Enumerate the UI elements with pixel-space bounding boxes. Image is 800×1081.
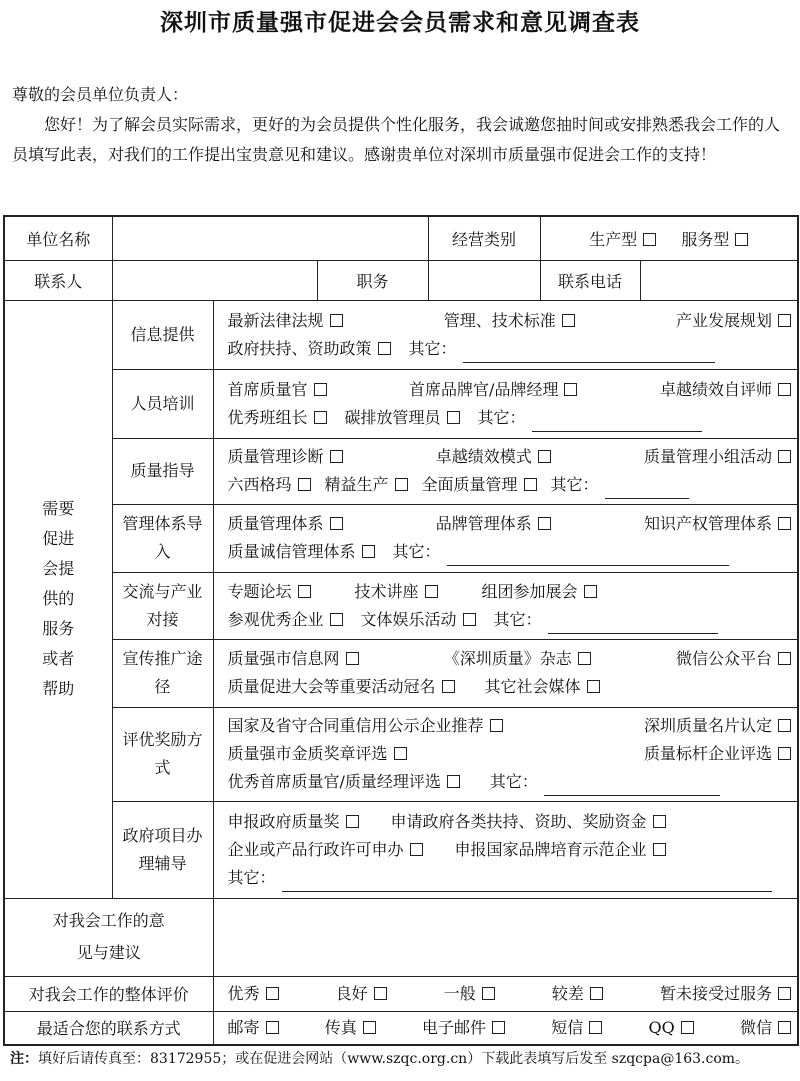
checkbox[interactable] xyxy=(778,652,791,665)
business-type-options xyxy=(540,216,798,260)
evaluation-options xyxy=(213,976,798,1011)
option-item[interactable]: 质量管理小组活动 xyxy=(644,443,791,471)
checkbox[interactable] xyxy=(778,747,791,760)
other-field[interactable]: 其它： xyxy=(478,404,702,432)
options-training xyxy=(213,369,798,438)
option-item[interactable]: 精益生产 xyxy=(325,471,408,499)
needs-label: 需要促进会提供的服务或者帮助 xyxy=(4,300,112,898)
options-info xyxy=(213,300,798,369)
checkbox[interactable] xyxy=(578,652,591,665)
option-item[interactable]: 首席品牌官/品牌经理 xyxy=(409,376,577,404)
option-item[interactable]: 较差 xyxy=(552,980,603,1008)
option-item[interactable]: 良好 xyxy=(336,980,387,1008)
option-item[interactable]: 优秀首席质量官/质量经理评选 xyxy=(228,768,460,796)
other-field[interactable]: 其它： xyxy=(228,864,772,892)
checkbox[interactable] xyxy=(490,719,503,732)
option-item[interactable]: 碳排放管理员 xyxy=(345,404,460,432)
checkbox[interactable] xyxy=(314,411,327,424)
category-training: 人员培训 xyxy=(112,369,213,438)
phone-field[interactable] xyxy=(640,260,798,300)
checkbox[interactable] xyxy=(442,680,455,693)
option-production[interactable]: 生产型 xyxy=(589,230,656,249)
opinion-field[interactable] xyxy=(213,898,798,976)
option-item[interactable]: 暂未接受过服务 xyxy=(660,980,791,1008)
checkbox[interactable] xyxy=(778,383,791,396)
checkbox[interactable] xyxy=(778,719,791,732)
contact-method-label: 最适合您的联系方式 xyxy=(4,1011,213,1045)
option-item[interactable]: 技术讲座 xyxy=(355,578,438,606)
option-item[interactable]: 国家及省守合同重信用公示企业推荐 xyxy=(228,712,503,740)
intro-text xyxy=(12,80,788,170)
checkbox[interactable] xyxy=(463,613,476,626)
checkbox[interactable] xyxy=(374,987,387,1000)
checkbox[interactable] xyxy=(298,478,311,491)
checkbox[interactable] xyxy=(447,411,460,424)
checkbox[interactable] xyxy=(524,478,537,491)
options-publicity xyxy=(213,639,798,707)
checkbox[interactable] xyxy=(778,987,791,1000)
evaluation-label: 对我会工作的整体评价 xyxy=(4,976,213,1011)
options-management-system xyxy=(213,504,798,572)
option-item[interactable]: QQ xyxy=(649,1014,694,1042)
checkbox[interactable] xyxy=(538,517,551,530)
page-title: 深圳市质量强市促进会会员需求和意见调查表 xyxy=(160,10,640,36)
checkbox[interactable] xyxy=(266,1021,279,1034)
option-item[interactable]: 质量管理诊断 xyxy=(228,443,343,471)
option-item[interactable]: 六西格玛 xyxy=(228,471,311,499)
option-item[interactable]: 企业或产品行政许可申办 xyxy=(228,836,423,864)
checkbox[interactable] xyxy=(735,233,748,246)
checkbox[interactable] xyxy=(643,233,656,246)
other-field[interactable]: 其它： xyxy=(490,768,720,796)
checkbox[interactable] xyxy=(778,1021,791,1034)
checkbox[interactable] xyxy=(330,314,343,327)
checkbox[interactable] xyxy=(394,747,407,760)
options-government-projects xyxy=(213,801,798,898)
checkbox[interactable] xyxy=(589,1021,602,1034)
contact-label: 联系人 xyxy=(4,260,112,300)
salutation: 尊敬的会员单位负责人： xyxy=(12,85,189,104)
option-item[interactable]: 产业发展规划 xyxy=(676,307,791,335)
position-field[interactable] xyxy=(428,260,540,300)
option-item[interactable]: 申报国家品牌培育示范企业 xyxy=(455,836,666,864)
checkbox[interactable] xyxy=(653,815,666,828)
checkbox[interactable] xyxy=(330,613,343,626)
option-item[interactable]: 传真 xyxy=(325,1014,376,1042)
checkbox[interactable] xyxy=(482,987,495,1000)
category-exchange: 交流与产业对接 xyxy=(112,572,213,639)
options-quality-guidance xyxy=(213,438,798,504)
checkbox[interactable] xyxy=(538,450,551,463)
contact-method-options xyxy=(213,1011,798,1045)
category-management-system: 管理体系导入 xyxy=(112,504,213,572)
checkbox[interactable] xyxy=(778,517,791,530)
checkbox[interactable] xyxy=(378,342,391,355)
option-item[interactable]: 微信公众平台 xyxy=(676,645,791,673)
contact-field[interactable] xyxy=(112,260,317,300)
business-type-label: 经营类别 xyxy=(428,216,540,260)
checkbox[interactable] xyxy=(584,585,597,598)
option-item[interactable]: 微信 xyxy=(740,1014,791,1042)
option-item[interactable]: 质量标杆企业评选 xyxy=(644,740,791,768)
options-awards xyxy=(213,707,798,801)
footer-note xyxy=(10,1048,795,1068)
option-item[interactable]: 参观优秀企业 xyxy=(228,606,343,634)
checkbox[interactable] xyxy=(653,843,666,856)
opinion-label: 对我会工作的意见与建议 xyxy=(4,898,213,976)
option-item[interactable]: 最新法律法规 xyxy=(228,307,343,335)
option-item[interactable]: 质量管理体系 xyxy=(228,510,343,538)
option-item[interactable]: 卓越绩效模式 xyxy=(436,443,551,471)
option-item[interactable]: 一般 xyxy=(444,980,495,1008)
option-service[interactable]: 服务型 xyxy=(681,230,748,249)
checkbox[interactable] xyxy=(298,585,311,598)
survey-form-table xyxy=(3,215,799,1046)
checkbox[interactable] xyxy=(410,843,423,856)
checkbox[interactable] xyxy=(778,450,791,463)
checkbox[interactable] xyxy=(314,383,327,396)
checkbox[interactable] xyxy=(681,1021,694,1034)
position-label: 职务 xyxy=(317,260,428,300)
other-field[interactable]: 其它： xyxy=(393,538,729,566)
footer-note-label: 注： xyxy=(10,1051,38,1067)
option-item[interactable]: 品牌管理体系 xyxy=(436,510,551,538)
checkbox[interactable] xyxy=(562,314,575,327)
category-awards: 评优奖励方式 xyxy=(112,707,213,801)
unit-name-field[interactable] xyxy=(112,216,428,260)
intro-paragraph: 您好！为了解会员实际需求，更好的为会员提供个性化服务，我会诚邀您抽时间或安排熟悉我会工作的人员填写此表，对我们的工作提出宝贵意见和建议。感谢贵单位对深圳市质量强市促进会工作的支持！ xyxy=(12,115,781,164)
option-item[interactable]: 质量强市金质奖章评选 xyxy=(228,740,407,768)
option-item[interactable]: 优秀 xyxy=(228,980,279,1008)
checkbox[interactable] xyxy=(590,987,603,1000)
option-item[interactable]: 首席质量官 xyxy=(228,376,327,404)
checkbox[interactable] xyxy=(492,1021,505,1034)
option-item[interactable]: 管理、技术标准 xyxy=(444,307,575,335)
option-item[interactable]: 申请政府各类扶持、资助、奖励资金 xyxy=(391,808,666,836)
options-exchange xyxy=(213,572,798,639)
category-government-projects: 政府项目办理辅导 xyxy=(112,801,213,898)
option-item[interactable]: 短信 xyxy=(551,1014,602,1042)
option-item[interactable]: 优秀班组长 xyxy=(228,404,327,432)
checkbox[interactable] xyxy=(363,1021,376,1034)
other-field[interactable]: 其它： xyxy=(409,335,715,363)
category-quality-guidance: 质量指导 xyxy=(112,438,213,504)
checkbox[interactable] xyxy=(266,987,279,1000)
option-item[interactable]: 《深圳质量》杂志 xyxy=(444,645,591,673)
option-item[interactable]: 卓越绩效自评师 xyxy=(660,376,791,404)
footer-note-text: 填好后请传真至：83172955；或在促进会网站（www.szqc.org.cn）下载此表填写后发至 szqcpa@163.com。 xyxy=(38,1051,750,1067)
option-item[interactable]: 文体娱乐活动 xyxy=(361,606,476,634)
option-item[interactable]: 申报政府质量奖 xyxy=(228,808,359,836)
category-info: 信息提供 xyxy=(112,300,213,369)
other-field[interactable]: 其它： xyxy=(494,606,718,634)
checkbox[interactable] xyxy=(330,450,343,463)
option-item[interactable]: 质量促进大会等重要活动冠名 xyxy=(228,673,455,701)
unit-name-label: 单位名称 xyxy=(4,216,112,260)
checkbox[interactable] xyxy=(587,680,600,693)
checkbox[interactable] xyxy=(425,585,438,598)
checkbox[interactable] xyxy=(330,517,343,530)
option-item[interactable]: 质量强市信息网 xyxy=(228,645,359,673)
checkbox[interactable] xyxy=(362,545,375,558)
checkbox[interactable] xyxy=(447,775,460,788)
checkbox[interactable] xyxy=(564,383,577,396)
option-item[interactable]: 其它社会媒体 xyxy=(485,673,600,701)
option-item[interactable]: 深圳质量名片认定 xyxy=(644,712,791,740)
phone-label: 联系电话 xyxy=(540,260,640,300)
checkbox[interactable] xyxy=(346,652,359,665)
other-field[interactable]: 其它： xyxy=(551,471,689,499)
checkbox[interactable] xyxy=(778,314,791,327)
option-item[interactable]: 全面质量管理 xyxy=(422,471,537,499)
option-item[interactable]: 质量诚信管理体系 xyxy=(228,538,375,566)
option-item[interactable]: 组团参加展会 xyxy=(482,578,597,606)
option-item[interactable]: 知识产权管理体系 xyxy=(644,510,791,538)
option-item[interactable]: 专题论坛 xyxy=(228,578,311,606)
checkbox[interactable] xyxy=(395,478,408,491)
option-item[interactable]: 邮寄 xyxy=(228,1014,279,1042)
option-item[interactable]: 政府扶持、资助政策 xyxy=(228,335,391,363)
category-publicity: 宣传推广途径 xyxy=(112,639,213,707)
checkbox[interactable] xyxy=(346,815,359,828)
option-item[interactable]: 电子邮件 xyxy=(422,1014,505,1042)
